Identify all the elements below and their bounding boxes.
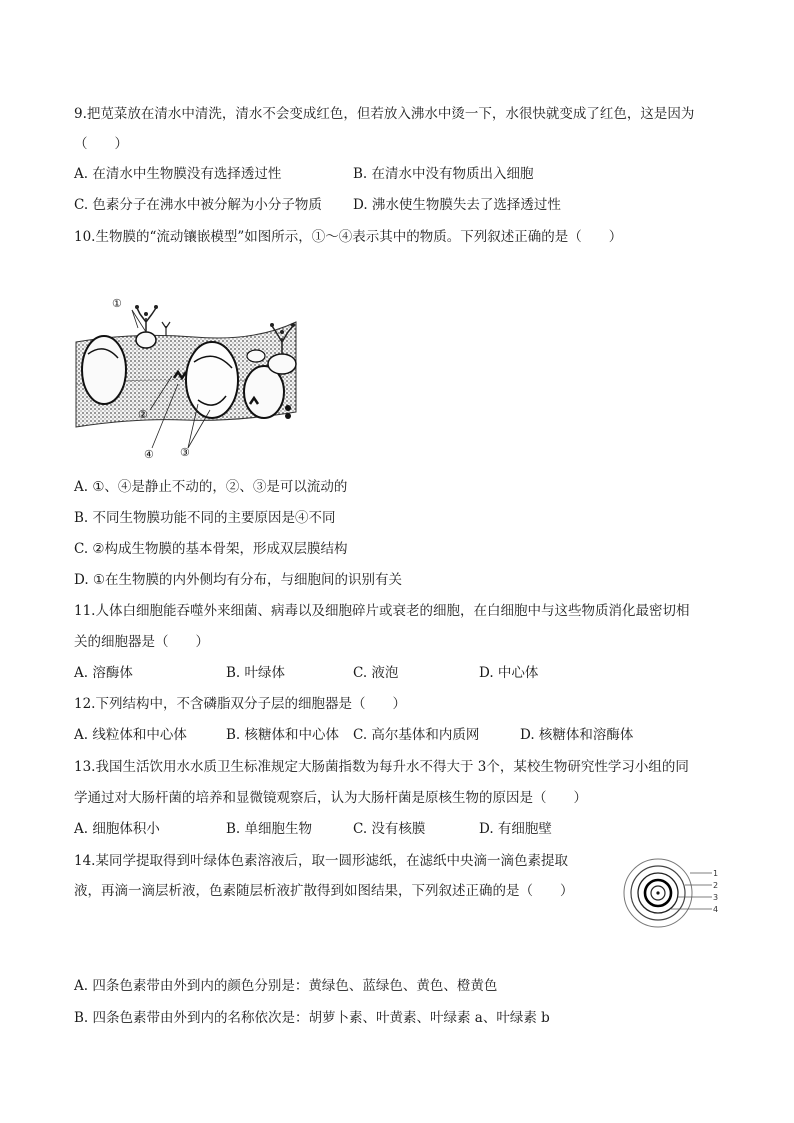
q13-option-a: A. 细胞体积小 (74, 821, 160, 837)
q14-option-a: A. 四条色素带由外到内的颜色分别是：黄绿色、蓝绿色、黄色、橙黄色 (74, 978, 498, 994)
q10-option-b: B. 不同生物膜功能不同的主要原因是④不同 (74, 510, 336, 526)
q13-option-b: B. 单细胞生物 (226, 821, 313, 837)
fluid-mosaic-membrane-figure (74, 292, 306, 464)
q9-option-b: B. 在清水中没有物质出入细胞 (353, 166, 534, 182)
q9-option-c: C. 色素分子在沸水中被分解为小分子物质 (74, 197, 322, 213)
q11-stem-line1: 11.人体白细胞能吞噬外来细菌、病毒以及细胞碎片或衰老的细胞，在白细胞中与这些物质消化最密切相 (74, 603, 690, 619)
fig14-label-1: 1 (713, 869, 719, 878)
q11-option-d: D. 中心体 (479, 665, 539, 681)
q13-stem-line1: 13.我国生活饮用水水质卫生标准规定大肠菌指数为每升水不得大于 3个，某校生物研究性学习小组的同 (74, 759, 689, 775)
fig10-label-1: ① (112, 297, 122, 310)
q11-option-b: B. 叶绿体 (226, 665, 286, 681)
q12-stem: 12.下列结构中，不含磷脂双分子层的细胞器是（ ） (74, 696, 406, 712)
q11-stem-line2: 关的细胞器是（ ） (74, 634, 209, 650)
q12-option-b: B. 核糖体和中心体 (226, 727, 340, 743)
q10-option-a: A. ①、④是静止不动的，②、③是可以流动的 (74, 479, 348, 495)
fig14-label-3: 3 (713, 893, 719, 902)
fig10-label-2: ② (138, 408, 148, 421)
q9-option-d: D. 沸水使生物膜失去了选择透过性 (353, 197, 561, 213)
q14-stem-line1: 14.某同学提取得到叶绿体色素溶液后，取一圆形滤纸，在滤纸中央滴一滴色素提取 (74, 853, 568, 869)
fig14-label-2: 2 (713, 881, 719, 890)
q10-stem: 10.生物膜的“流动镶嵌模型”如图所示，①～④表示其中的物质。下列叙述正确的是（ ） (74, 229, 623, 245)
q14-option-b: B. 四条色素带由外到内的名称依次是：胡萝卜素、叶黄素、叶绿素 a、叶绿素 b (74, 1010, 550, 1026)
q12-option-a: A. 线粒体和中心体 (74, 727, 187, 743)
q14-stem-line2: 液，再滴一滴层析液，色素随层析液扩散得到如图结果，下列叙述正确的是（ ） (74, 883, 574, 899)
q10-option-c: C. ②构成生物膜的基本骨架，形成双层膜结构 (74, 541, 348, 557)
q9-stem-line1: 9.把苋菜放在清水中清洗，清水不会变成红色，但若放入沸水中烫一下，水很快就变成了红色，这是因为 (74, 106, 695, 122)
q11-option-a: A. 溶酶体 (74, 665, 133, 681)
q12-option-c: C. 高尔基体和内质网 (353, 727, 480, 743)
chromatography-rings-figure (616, 857, 720, 935)
fig10-label-3: ③ (180, 446, 190, 459)
q11-option-c: C. 液泡 (353, 665, 399, 681)
q13-option-d: D. 有细胞壁 (479, 821, 552, 837)
q10-option-d: D. ①在生物膜的内外侧均有分布，与细胞间的识别有关 (74, 572, 403, 588)
q13-stem-line2: 学通过对大肠杆菌的培养和显微镜观察后，认为大肠杆菌是原核生物的原因是（ ） (74, 790, 587, 806)
fig10-label-4: ④ (144, 448, 154, 461)
q12-option-d: D. 核糖体和溶酶体 (520, 727, 634, 743)
q9-stem-line2: （ ） (74, 136, 128, 152)
fig14-label-4: 4 (713, 905, 719, 914)
q9-option-a: A. 在清水中生物膜没有选择透过性 (74, 166, 282, 182)
q13-option-c: C. 没有核膜 (353, 821, 426, 837)
